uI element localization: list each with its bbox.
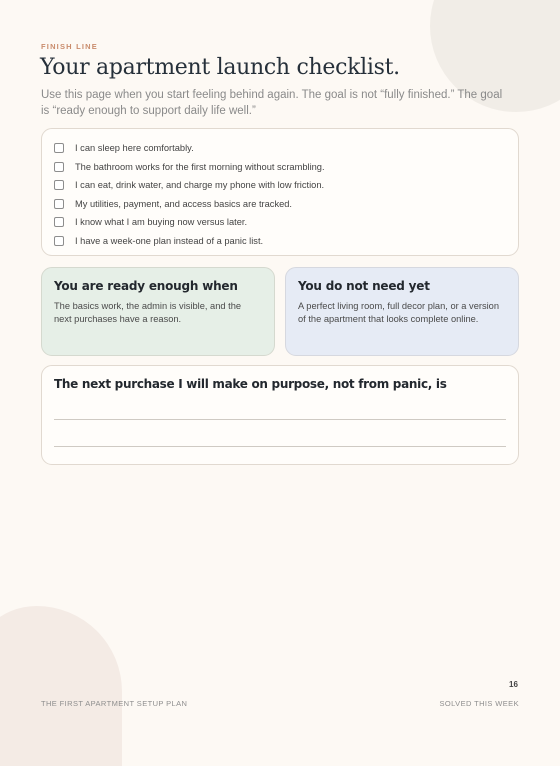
checklist-item-label: I can eat, drink water, and charge my phone with low friction. bbox=[75, 180, 325, 191]
checkbox[interactable] bbox=[54, 143, 64, 153]
next-purchase-title: The next purchase I will make on purpose, not from panic, is bbox=[54, 377, 447, 391]
checklist-item-label: I know what I am buying now versus later. bbox=[75, 217, 248, 228]
checklist-item-label: My utilities, payment, and access basics are tracked. bbox=[75, 198, 293, 209]
checkbox[interactable] bbox=[54, 217, 64, 227]
not-needed-title: You do not need yet bbox=[298, 279, 430, 293]
footer-series-title: SOLVED THIS WEEK bbox=[439, 699, 519, 708]
page-title: Your apartment launch checklist. bbox=[40, 55, 400, 80]
decorative-shape-bottom-left bbox=[0, 606, 122, 766]
page-number: 16 bbox=[509, 680, 518, 689]
checklist-item[interactable] bbox=[54, 158, 518, 177]
checklist-item-label: The bathroom works for the first morning without scrambling. bbox=[75, 161, 325, 172]
not-needed-box bbox=[285, 267, 519, 356]
checkbox[interactable] bbox=[54, 162, 64, 172]
checkbox[interactable] bbox=[54, 180, 64, 190]
intro-text: Use this page when you start feeling behind again. The goal is not “fully finished.” The goal is “ready enough to support daily life well.” bbox=[41, 89, 503, 117]
checklist-item[interactable] bbox=[54, 139, 518, 158]
next-purchase-prompt bbox=[41, 365, 519, 465]
ready-enough-box bbox=[41, 267, 275, 356]
not-needed-body: A perfect living room, full decor plan, or a version of the apartment that looks complete online. bbox=[298, 301, 500, 324]
launch-checklist bbox=[41, 128, 519, 256]
writing-line[interactable] bbox=[54, 419, 506, 420]
writing-line[interactable] bbox=[54, 446, 506, 447]
section-eyebrow: FINISH LINE bbox=[41, 42, 98, 51]
checklist-item[interactable] bbox=[54, 213, 518, 232]
checklist-item[interactable] bbox=[54, 195, 518, 214]
ready-enough-title: You are ready enough when bbox=[54, 279, 238, 293]
checklist-item[interactable] bbox=[54, 176, 518, 195]
checklist-item-label: I can sleep here comfortably. bbox=[75, 143, 194, 154]
checklist-item-label: I have a week-one plan instead of a panic list. bbox=[75, 235, 264, 246]
checkbox[interactable] bbox=[54, 236, 64, 246]
checklist-item[interactable] bbox=[54, 232, 518, 251]
ready-enough-body: The basics work, the admin is visible, and the next purchases have a reason. bbox=[54, 301, 242, 324]
footer-book-title: THE FIRST APARTMENT SETUP PLAN bbox=[41, 699, 188, 708]
checkbox[interactable] bbox=[54, 199, 64, 209]
